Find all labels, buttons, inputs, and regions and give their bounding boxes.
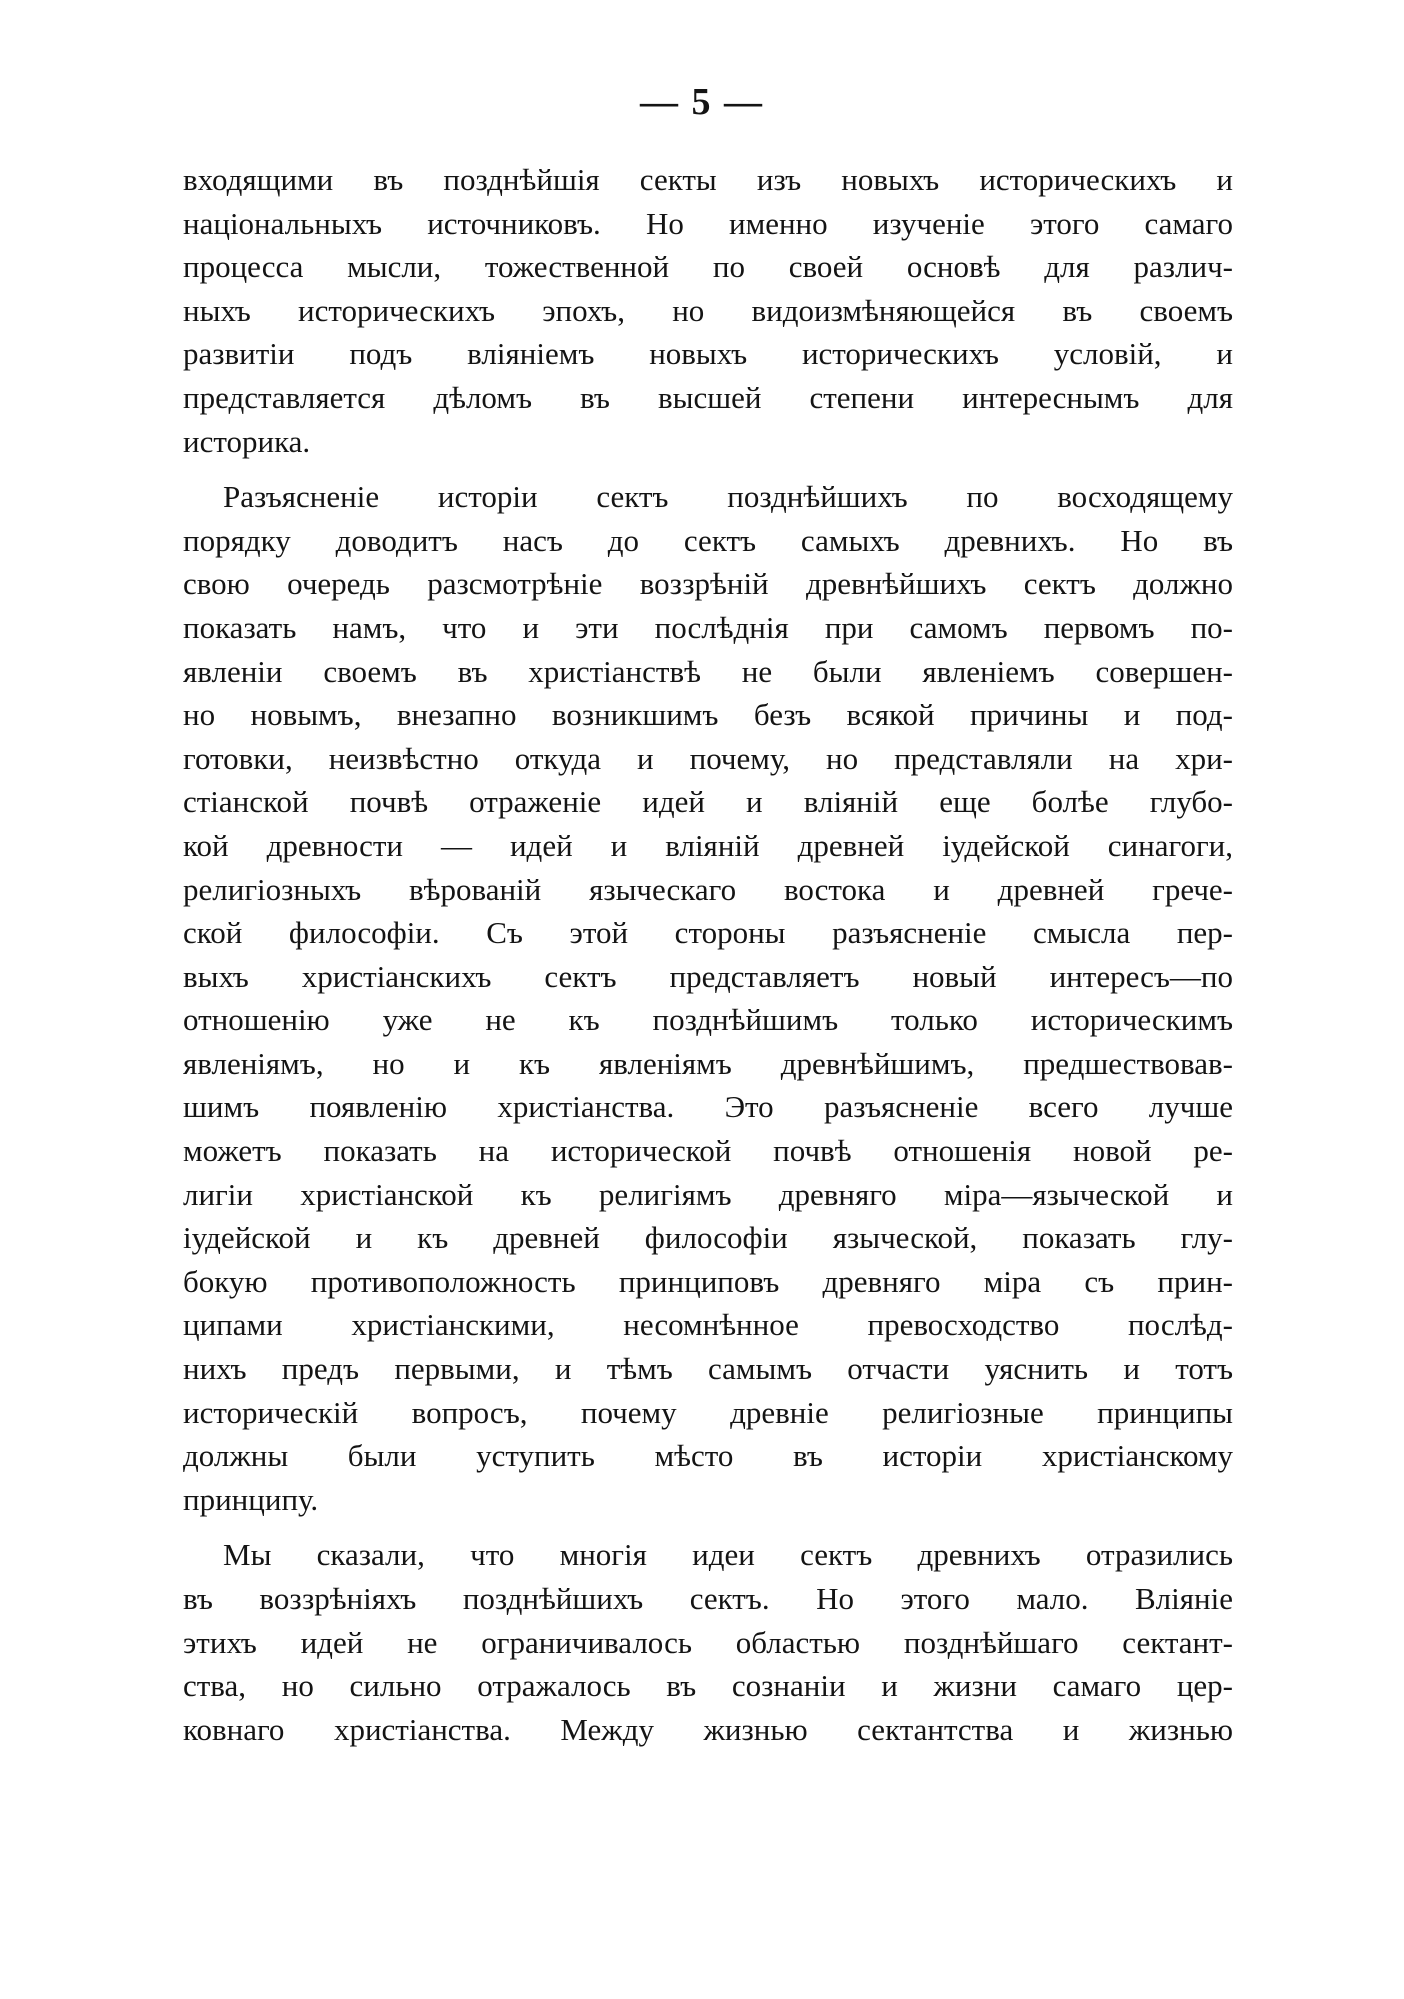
paragraph-3 (183, 1533, 1233, 1751)
paragraph-1 (183, 158, 1233, 463)
text-line: религіозныхъ вѣрованій языческаго востока и древней грече- (183, 871, 1233, 907)
text-line: но новымъ, внезапно возникшимъ безъ всякой причины и под- (183, 697, 1233, 733)
text-line: историческій вопросъ, почему древніе религіозные принципы (183, 1394, 1233, 1430)
text-line: кой древности — идей и вліяній древней іудейской синагоги, (183, 827, 1233, 863)
text-line: готовки, неизвѣстно откуда и почему, но представляли на хри- (183, 740, 1233, 776)
text-line: ства, но сильно отражалось въ сознаніи и жизни самаго цер- (183, 1668, 1233, 1704)
text-line: лигіи христіанской къ религіямъ древняго міра—языческой и (183, 1176, 1233, 1212)
text-line: принципу. (183, 1481, 319, 1517)
text-line: явленіи своемъ въ христіанствѣ не были явленіемъ совершен- (183, 653, 1233, 689)
text-line: національныхъ источниковъ. Но именно изученіе этого самаго (183, 205, 1233, 241)
page-number: — 5 — (640, 81, 764, 123)
text-line: Разъясненіе исторіи сектъ позднѣйшихъ по восходящему (223, 479, 1233, 515)
text-line: явленіямъ, но и къ явленіямъ древнѣйшимъ, предшествовав- (183, 1045, 1233, 1081)
text-line: стіанской почвѣ отраженіе идей и вліяній еще болѣе глубо- (183, 784, 1233, 820)
text-line: представляется дѣломъ въ высшей степени интереснымъ для (183, 379, 1233, 415)
text-line: выхъ христіанскихъ сектъ представляетъ новый интересъ—по (183, 958, 1233, 994)
body-text (183, 158, 1233, 1751)
text-line: іудейской и къ древней философіи языческой, показать глу- (183, 1220, 1233, 1256)
paragraph-2 (183, 475, 1233, 1521)
text-line: входящими въ позднѣйшія секты изъ новыхъ историческихъ и (183, 162, 1233, 197)
text-line: должны были уступить мѣсто въ исторіи христіанскому (183, 1438, 1233, 1474)
text-line: порядку доводитъ насъ до сектъ самыхъ древнихъ. Но въ (183, 522, 1233, 558)
text-line: отношенію уже не къ позднѣйшимъ только историческимъ (183, 1002, 1233, 1038)
text-line: процесса мысли, тожественной по своей основѣ для различ- (183, 249, 1233, 285)
text-line: шимъ появленію христіанства. Это разъясненіе всего лучше (183, 1089, 1233, 1125)
text-line: ципами христіанскими, несомнѣнное превосходство послѣд- (183, 1307, 1233, 1343)
text-line: въ воззрѣніяхъ позднѣйшихъ сектъ. Но этого мало. Вліяніе (183, 1581, 1233, 1616)
text-line: нихъ предъ первыми, и тѣмъ самымъ отчасти уяснить и тотъ (183, 1351, 1233, 1387)
text-line: бокую противоположность принциповъ древняго міра съ прин- (183, 1263, 1233, 1299)
text-line: свою очередь разсмотрѣніе воззрѣній древнѣйшихъ сектъ должно (183, 566, 1233, 602)
text-line: ской философіи. Съ этой стороны разъясненіе смысла пер- (183, 915, 1233, 951)
text-line: Мы сказали, что многія идеи сектъ древнихъ отразились (223, 1537, 1233, 1573)
text-line: ныхъ историческихъ эпохъ, но видоизмѣняющейся въ своемъ (183, 292, 1233, 328)
text-line: развитіи подъ вліяніемъ новыхъ историческихъ условій, и (183, 336, 1233, 372)
text-line: историка. (183, 423, 311, 459)
text-line: показать намъ, что и эти послѣднія при самомъ первомъ по- (183, 609, 1233, 645)
text-line: ковнаго христіанства. Между жизнью сектантства и жизнью (183, 1711, 1233, 1747)
text-line: этихъ идей не ограничивалось областью позднѣйшаго сектант- (183, 1624, 1233, 1660)
text-line: можетъ показать на исторической почвѣ отношенія новой ре- (183, 1133, 1233, 1169)
